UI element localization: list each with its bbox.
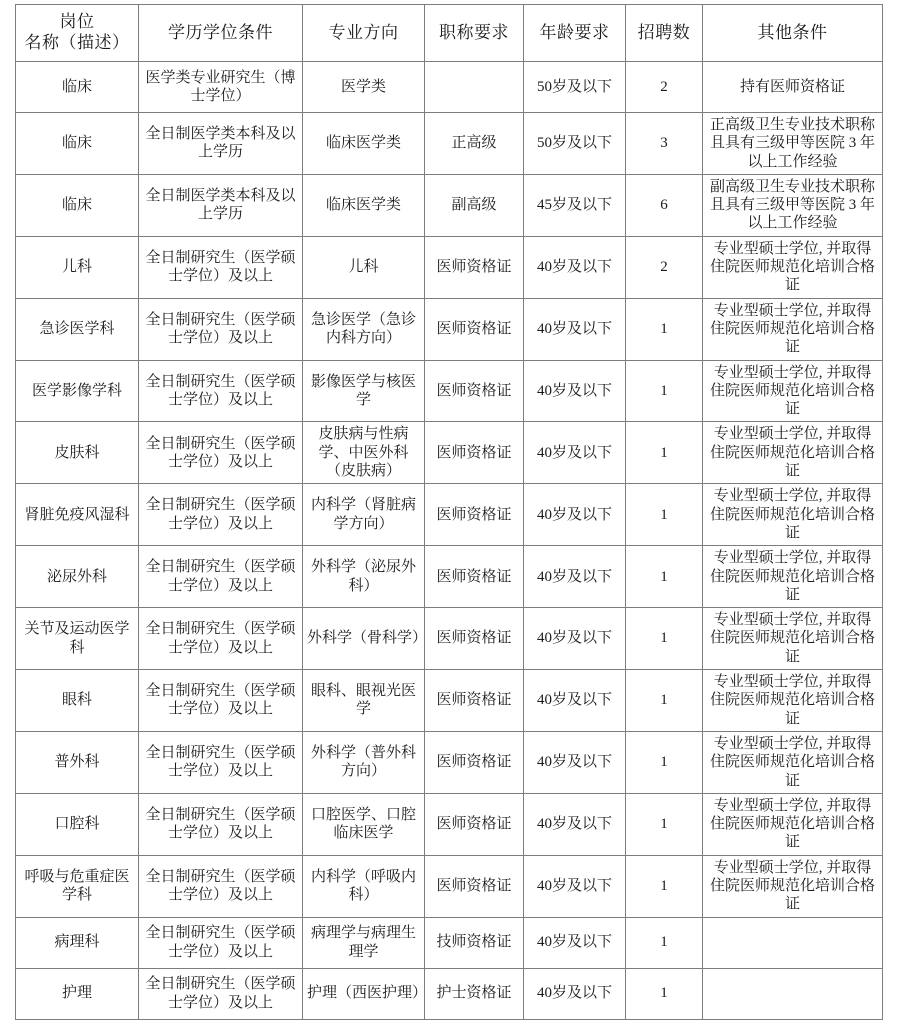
table-row xyxy=(16,793,883,855)
column-header-line: 名称（描述） xyxy=(24,33,130,52)
cell-major-direction: 皮肤病与性病学、中医外科（皮肤病） xyxy=(303,422,425,484)
cell-major-direction: 护理（西医护理） xyxy=(303,968,425,1019)
cell-age-requirement: 40岁及以下 xyxy=(524,484,626,546)
column-header-line: 学历学位条件 xyxy=(168,22,273,42)
cell-other-conditions: 专业型硕士学位, 并取得住院医师规范化培训合格证 xyxy=(703,670,883,732)
cell-post-name: 病理科 xyxy=(16,917,139,968)
cell-post-name: 泌尿外科 xyxy=(16,546,139,608)
cell-title-requirement: 医师资格证 xyxy=(425,422,524,484)
cell-recruit-count: 2 xyxy=(626,236,703,298)
cell-degree-requirement: 全日制研究生（医学硕士学位）及以上 xyxy=(139,608,303,670)
cell-age-requirement: 40岁及以下 xyxy=(524,968,626,1019)
cell-title-requirement: 医师资格证 xyxy=(425,731,524,793)
cell-age-requirement: 40岁及以下 xyxy=(524,360,626,422)
cell-recruit-count: 1 xyxy=(626,484,703,546)
cell-other-conditions: 专业型硕士学位, 并取得住院医师规范化培训合格证 xyxy=(703,546,883,608)
column-header-line: 招聘数 xyxy=(637,22,691,42)
cell-degree-requirement: 全日制研究生（医学硕士学位）及以上 xyxy=(139,670,303,732)
cell-recruit-count: 1 xyxy=(626,360,703,422)
cell-major-direction: 影像医学与核医学 xyxy=(303,360,425,422)
cell-title-requirement: 正高级 xyxy=(425,113,524,175)
cell-title-requirement: 医师资格证 xyxy=(425,855,524,917)
table-row xyxy=(16,360,883,422)
cell-degree-requirement: 全日制医学类本科及以上学历 xyxy=(139,174,303,236)
column-header-major-direction xyxy=(303,5,425,62)
cell-post-name: 护理 xyxy=(16,968,139,1019)
cell-age-requirement: 40岁及以下 xyxy=(524,917,626,968)
cell-degree-requirement: 全日制研究生（医学硕士学位）及以上 xyxy=(139,855,303,917)
cell-post-name: 普外科 xyxy=(16,731,139,793)
cell-title-requirement: 医师资格证 xyxy=(425,670,524,732)
cell-age-requirement: 40岁及以下 xyxy=(524,670,626,732)
cell-title-requirement: 技师资格证 xyxy=(425,917,524,968)
cell-other-conditions: 副高级卫生专业技术职称且具有三级甲等医院 3 年以上工作经验 xyxy=(703,174,883,236)
cell-major-direction: 病理学与病理生理学 xyxy=(303,917,425,968)
column-header-recruit-count xyxy=(626,5,703,62)
cell-major-direction: 外科学（骨科学） xyxy=(303,608,425,670)
cell-other-conditions xyxy=(703,968,883,1019)
cell-post-name: 呼吸与危重症医学科 xyxy=(16,855,139,917)
column-header-line: 职称要求 xyxy=(439,22,509,42)
cell-major-direction: 外科学（泌尿外科） xyxy=(303,546,425,608)
cell-other-conditions: 专业型硕士学位, 并取得住院医师规范化培训合格证 xyxy=(703,422,883,484)
cell-major-direction: 外科学（普外科方向） xyxy=(303,731,425,793)
cell-recruit-count: 6 xyxy=(626,174,703,236)
column-header-post-name xyxy=(16,5,139,62)
cell-other-conditions: 专业型硕士学位, 并取得住院医师规范化培训合格证 xyxy=(703,360,883,422)
table-row xyxy=(16,236,883,298)
cell-degree-requirement: 全日制研究生（医学硕士学位）及以上 xyxy=(139,968,303,1019)
cell-major-direction: 内科学（肾脏病学方向） xyxy=(303,484,425,546)
cell-age-requirement: 40岁及以下 xyxy=(524,731,626,793)
cell-recruit-count: 1 xyxy=(626,608,703,670)
cell-post-name: 儿科 xyxy=(16,236,139,298)
cell-age-requirement: 40岁及以下 xyxy=(524,608,626,670)
cell-recruit-count: 1 xyxy=(626,968,703,1019)
cell-title-requirement: 医师资格证 xyxy=(425,298,524,360)
table-row xyxy=(16,62,883,113)
table-row xyxy=(16,855,883,917)
cell-other-conditions: 正高级卫生专业技术职称且具有三级甲等医院 3 年以上工作经验 xyxy=(703,113,883,175)
cell-post-name: 关节及运动医学科 xyxy=(16,608,139,670)
cell-title-requirement: 医师资格证 xyxy=(425,484,524,546)
cell-major-direction: 儿科 xyxy=(303,236,425,298)
cell-other-conditions xyxy=(703,917,883,968)
cell-degree-requirement: 全日制研究生（医学硕士学位）及以上 xyxy=(139,731,303,793)
cell-age-requirement: 40岁及以下 xyxy=(524,793,626,855)
cell-recruit-count: 1 xyxy=(626,298,703,360)
cell-recruit-count: 1 xyxy=(626,917,703,968)
cell-post-name: 急诊医学科 xyxy=(16,298,139,360)
cell-age-requirement: 50岁及以下 xyxy=(524,113,626,175)
cell-major-direction: 口腔医学、口腔临床医学 xyxy=(303,793,425,855)
cell-major-direction: 眼科、眼视光医学 xyxy=(303,670,425,732)
table-row xyxy=(16,422,883,484)
table-row xyxy=(16,484,883,546)
cell-recruit-count: 1 xyxy=(626,731,703,793)
cell-degree-requirement: 全日制研究生（医学硕士学位）及以上 xyxy=(139,298,303,360)
cell-post-name: 临床 xyxy=(16,174,139,236)
column-header-title-requirement xyxy=(425,5,524,62)
cell-recruit-count: 1 xyxy=(626,793,703,855)
cell-post-name: 医学影像学科 xyxy=(16,360,139,422)
cell-other-conditions: 专业型硕士学位, 并取得住院医师规范化培训合格证 xyxy=(703,793,883,855)
table-row xyxy=(16,113,883,175)
cell-major-direction: 医学类 xyxy=(303,62,425,113)
table-row xyxy=(16,298,883,360)
cell-post-name: 皮肤科 xyxy=(16,422,139,484)
column-header-line: 专业方向 xyxy=(328,22,399,42)
cell-other-conditions: 专业型硕士学位, 并取得住院医师规范化培训合格证 xyxy=(703,855,883,917)
cell-major-direction: 内科学（呼吸内科） xyxy=(303,855,425,917)
cell-title-requirement: 医师资格证 xyxy=(425,546,524,608)
table-row xyxy=(16,670,883,732)
column-header-age-requirement xyxy=(524,5,626,62)
cell-title-requirement: 副高级 xyxy=(425,174,524,236)
table-row xyxy=(16,174,883,236)
cell-degree-requirement: 全日制医学类本科及以上学历 xyxy=(139,113,303,175)
cell-title-requirement: 医师资格证 xyxy=(425,360,524,422)
cell-degree-requirement: 全日制研究生（医学硕士学位）及以上 xyxy=(139,484,303,546)
cell-major-direction: 临床医学类 xyxy=(303,113,425,175)
cell-recruit-count: 1 xyxy=(626,855,703,917)
cell-major-direction: 急诊医学（急诊内科方向） xyxy=(303,298,425,360)
cell-recruit-count: 1 xyxy=(626,670,703,732)
cell-age-requirement: 40岁及以下 xyxy=(524,422,626,484)
cell-age-requirement: 40岁及以下 xyxy=(524,298,626,360)
table-header-row xyxy=(16,5,883,62)
column-header-other-conditions xyxy=(703,5,883,62)
cell-other-conditions: 专业型硕士学位, 并取得住院医师规范化培训合格证 xyxy=(703,298,883,360)
table-body xyxy=(16,62,883,1020)
column-header-line: 岗位 xyxy=(59,12,95,32)
cell-post-name: 口腔科 xyxy=(16,793,139,855)
cell-age-requirement: 40岁及以下 xyxy=(524,236,626,298)
column-header-line: 其他条件 xyxy=(757,22,828,42)
table-row xyxy=(16,917,883,968)
cell-degree-requirement: 全日制研究生（医学硕士学位）及以上 xyxy=(139,793,303,855)
cell-title-requirement: 护士资格证 xyxy=(425,968,524,1019)
cell-other-conditions: 专业型硕士学位, 并取得住院医师规范化培训合格证 xyxy=(703,731,883,793)
cell-recruit-count: 1 xyxy=(626,422,703,484)
cell-other-conditions: 专业型硕士学位, 并取得住院医师规范化培训合格证 xyxy=(703,236,883,298)
cell-major-direction: 临床医学类 xyxy=(303,174,425,236)
table-header xyxy=(16,5,883,62)
cell-title-requirement: 医师资格证 xyxy=(425,236,524,298)
table-row xyxy=(16,731,883,793)
cell-other-conditions: 专业型硕士学位, 并取得住院医师规范化培训合格证 xyxy=(703,608,883,670)
cell-degree-requirement: 医学类专业研究生（博士学位） xyxy=(139,62,303,113)
table-row xyxy=(16,546,883,608)
cell-title-requirement: 医师资格证 xyxy=(425,793,524,855)
cell-degree-requirement: 全日制研究生（医学硕士学位）及以上 xyxy=(139,236,303,298)
cell-age-requirement: 40岁及以下 xyxy=(524,546,626,608)
cell-age-requirement: 50岁及以下 xyxy=(524,62,626,113)
table-row xyxy=(16,968,883,1019)
cell-degree-requirement: 全日制研究生（医学硕士学位）及以上 xyxy=(139,422,303,484)
cell-post-name: 临床 xyxy=(16,62,139,113)
cell-other-conditions: 专业型硕士学位, 并取得住院医师规范化培训合格证 xyxy=(703,484,883,546)
cell-degree-requirement: 全日制研究生（医学硕士学位）及以上 xyxy=(139,546,303,608)
recruitment-table-container xyxy=(15,4,882,1011)
cell-recruit-count: 2 xyxy=(626,62,703,113)
column-header-line: 年龄要求 xyxy=(539,22,610,42)
recruitment-table xyxy=(15,4,883,1020)
cell-degree-requirement: 全日制研究生（医学硕士学位）及以上 xyxy=(139,360,303,422)
cell-recruit-count: 3 xyxy=(626,113,703,175)
cell-post-name: 眼科 xyxy=(16,670,139,732)
cell-post-name: 临床 xyxy=(16,113,139,175)
column-header-degree-requirement xyxy=(139,5,303,62)
cell-degree-requirement: 全日制研究生（医学硕士学位）及以上 xyxy=(139,917,303,968)
cell-post-name: 肾脏免疫风湿科 xyxy=(16,484,139,546)
cell-title-requirement xyxy=(425,62,524,113)
table-row xyxy=(16,608,883,670)
cell-title-requirement: 医师资格证 xyxy=(425,608,524,670)
cell-age-requirement: 40岁及以下 xyxy=(524,855,626,917)
cell-age-requirement: 45岁及以下 xyxy=(524,174,626,236)
cell-recruit-count: 1 xyxy=(626,546,703,608)
cell-other-conditions: 持有医师资格证 xyxy=(703,62,883,113)
